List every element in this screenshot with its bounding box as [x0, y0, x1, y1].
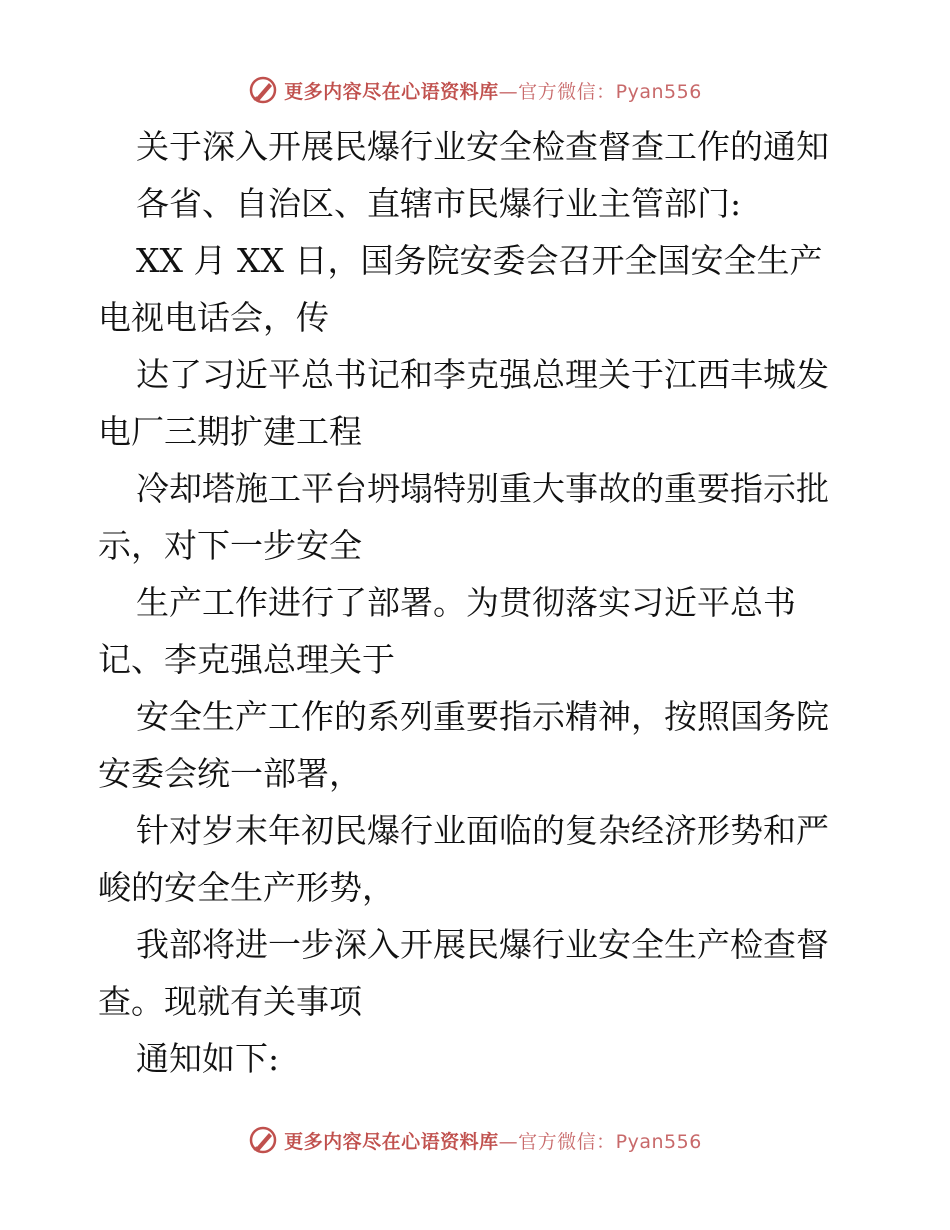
document-line: 安委会统一部署，: [98, 754, 362, 793]
document-line: 示，对下一步安全: [98, 526, 362, 565]
header-watermark: [0, 70, 950, 110]
watermark-text: [284, 77, 702, 104]
document-line: 各省、自治区、直辖市民爆行业主管部门:: [136, 184, 742, 223]
quill-logo-icon: [248, 75, 278, 105]
document-line: 关于深入开展民爆行业安全检查督查工作的通知: [136, 127, 829, 166]
watermark-brand: 更多内容尽在心语资料库: [284, 1130, 499, 1153]
document-line: 生产工作进行了部署。为贯彻落实习近平总书: [136, 583, 796, 622]
document-line: 通知如下:: [136, 1039, 280, 1078]
document-body: [98, 118, 858, 1087]
document-line: 针对岁末年初民爆行业面临的复杂经济形势和严: [136, 811, 829, 850]
watermark-contact: —官方微信：Pyan556: [498, 1130, 702, 1153]
quill-logo-icon: [248, 1125, 278, 1155]
document-line: 我部将进一步深入开展民爆行业安全生产检查督: [136, 925, 829, 964]
document-line: 安全生产工作的系列重要指示精神，按照国务院: [136, 697, 829, 736]
watermark-brand: 更多内容尽在心语资料库: [284, 80, 499, 103]
document-line: 电视电话会，传: [98, 298, 329, 337]
watermark-text: [284, 1127, 702, 1154]
document-line: 达了习近平总书记和李克强总理关于江西丰城发: [136, 355, 829, 394]
watermark-contact: —官方微信：Pyan556: [498, 80, 702, 103]
document-line: 冷却塔施工平台坍塌特别重大事故的重要指示批: [136, 469, 829, 508]
document-line: 查。现就有关事项: [98, 982, 362, 1021]
document-line: 峻的安全生产形势，: [98, 868, 395, 907]
document-line: 记、李克强总理关于: [98, 640, 395, 679]
document-line: XX 月 XX 日，国务院安委会召开全国安全生产: [136, 241, 823, 280]
footer-watermark: [0, 1120, 950, 1160]
document-line: 电厂三期扩建工程: [98, 412, 362, 451]
